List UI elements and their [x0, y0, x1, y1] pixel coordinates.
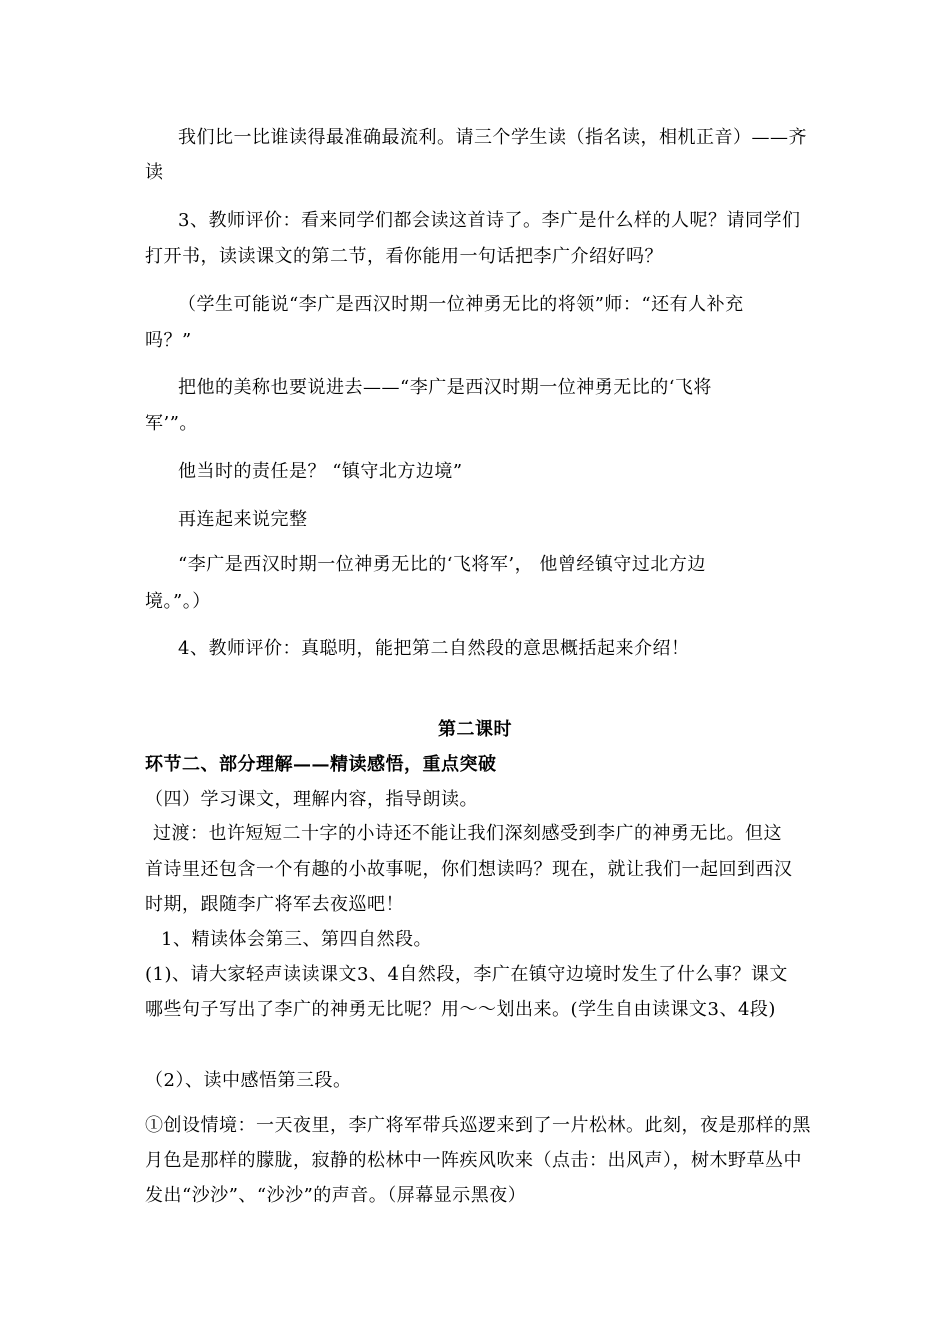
para8: 4、教师评价：真聪明，能把第二自然段的意思概括起来介绍！: [178, 638, 690, 659]
para12-line1: (1)、请大家轻声读读课文3、4自然段，李广在镇守边境时发生了什么事？课文: [145, 964, 788, 985]
para14-line3: 发出“沙沙”、“沙沙”的声音。（屏幕显示黑夜）: [145, 1185, 527, 1206]
para7-line2: 境。”。）: [145, 591, 211, 612]
para4-line1: 把他的美称也要说进去——“李广是西汉时期一位神勇无比的‘飞将: [178, 377, 712, 398]
para13: （2）、读中感悟第三段。: [145, 1070, 352, 1091]
para3-line1: （学生可能说“李广是西汉时期一位神勇无比的将领”师：“还有人补充: [178, 294, 744, 315]
para5: 他当时的责任是？ “镇守北方边境”: [178, 461, 463, 482]
para12-line2: 哪些句子写出了李广的神勇无比呢？用～～划出来。(学生自由读课文3、4段): [145, 999, 776, 1020]
para2-line1: 3、教师评价：看来同学们都会读这首诗了。李广是什么样的人呢？请同学们: [178, 210, 801, 231]
para10-line3: 时期，跟随李广将军去夜巡吧！: [145, 894, 404, 915]
section-title: 第二课时: [438, 719, 512, 740]
para10-line1: 过渡：也许短短二十字的小诗还不能让我们深刻感受到李广的神勇无比。但这: [153, 823, 782, 844]
para3-line2: 吗？”: [145, 330, 192, 351]
para9: （四）学习课文，理解内容，指导朗读。: [145, 789, 478, 810]
section-heading: 环节二、部分理解——精读感悟，重点突破: [145, 754, 497, 775]
para1-line2: 读: [145, 162, 164, 183]
para14-line2: 月色是那样的朦胧，寂静的松林中一阵疾风吹来（点击：出风声），树木野草丛中: [145, 1150, 802, 1171]
para11: 1、精读体会第三、第四自然段。: [161, 929, 432, 950]
para2-line2: 打开书，读读课文的第二节，看你能用一句话把李广介绍好吗？: [145, 246, 663, 267]
para6: 再连起来说完整: [178, 509, 308, 530]
para4-line2: 军’”。: [145, 413, 198, 434]
para10-line2: 首诗里还包含一个有趣的小故事呢，你们想读吗？现在，就让我们一起回到西汉: [145, 859, 793, 880]
para14-line1: ①创设情境：一天夜里，李广将军带兵巡逻来到了一片松林。此刻，夜是那样的黑: [145, 1115, 811, 1136]
para7-line1: “李广是西汉时期一位神勇无比的‘飞将军’， 他曾经镇守过北方边: [178, 554, 706, 575]
para1-line1: 我们比一比谁读得最准确最流利。请三个学生读（指名读，相机正音）——齐: [178, 127, 807, 148]
